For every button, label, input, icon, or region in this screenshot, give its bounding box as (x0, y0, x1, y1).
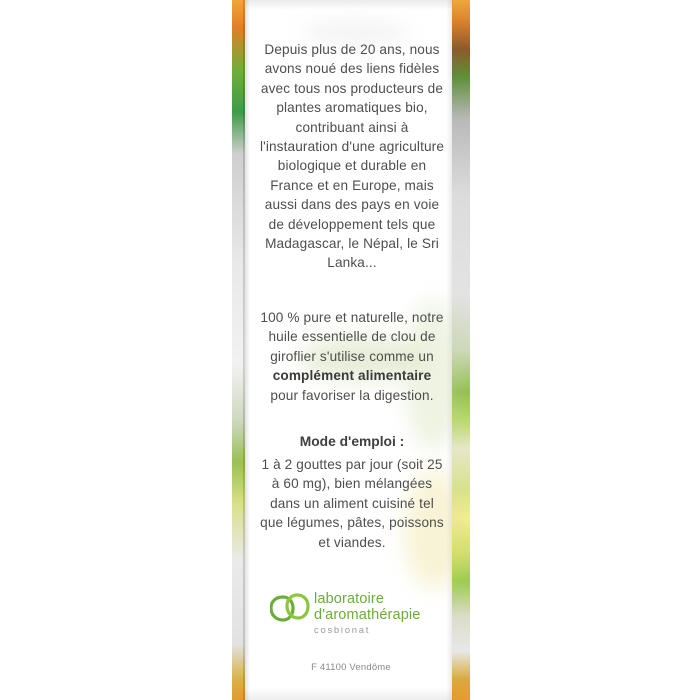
manufacturer-location-code: F 41100 Vendôme (311, 662, 391, 673)
usage-paragraph (257, 308, 447, 405)
two-green-leaves-icon (270, 592, 310, 624)
usage-paragraph-emphasis: complément alimentaire (272, 368, 432, 384)
brand-line-2: d'aromathérapie (314, 607, 421, 623)
usage-paragraph-part1: 100 % pure et naturelle, notre huile essentielle de clou de giroflier s'utilise comme un (260, 310, 444, 364)
brand-logo-text (314, 592, 438, 637)
directions-paragraph: 1 à 2 gouttes par jour (soit 25 à 60 mg), bien mélangées dans un aliment cuisiné tel que légumes, pâtes, poissons et viandes. (260, 457, 444, 550)
directions-heading: Mode d'emploi : (299, 434, 405, 449)
brand-line-1: laboratoire (314, 591, 385, 607)
usage-paragraph-part2: pour favoriser la digestion. (270, 387, 434, 403)
box-left-edge-shadow (243, 0, 250, 700)
origin-paragraph: Depuis plus de 20 ans, nous avons noué des liens fidèles avec tous nos producteurs de plantes aromatiques bio, contribuant ainsi à l'instauration d'une agriculture biologique et durable en France et en Europe, mais aussi dans des pays en voie de développement tels que Madagascar, le Népal, le Sri Lanka... (259, 42, 445, 271)
box-right-edge (452, 0, 470, 700)
brand-line-3: cosbionat (314, 625, 371, 636)
brand-logo (270, 588, 438, 646)
